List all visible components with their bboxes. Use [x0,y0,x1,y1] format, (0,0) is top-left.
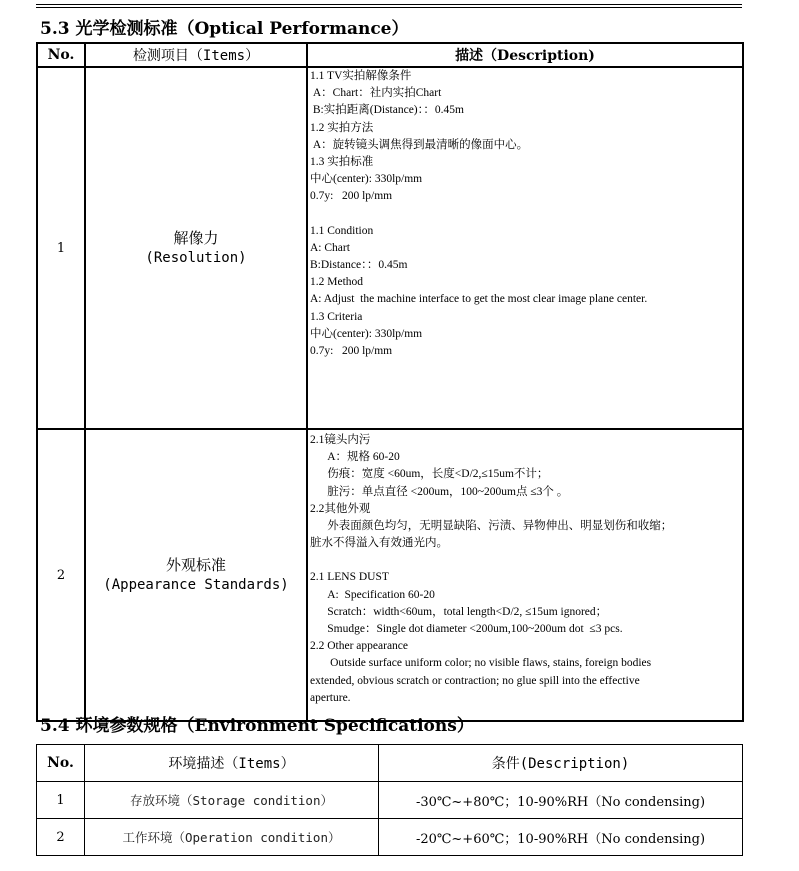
desc-line: Outside surface uniform color; no visible flaws, stains, foreign bodies [310,657,652,670]
section-title-environment: 5.4 环境参数规格（Environment Specifications） [40,716,474,736]
row-number: 1 [37,67,85,429]
table-row [37,819,743,856]
item-cell: 工作环境（Operation condition） [85,819,379,856]
section-title-optical: 5.3 光学检测标准（Optical Performance） [40,19,409,39]
environment-spec-table [36,744,743,856]
desc-line: 脏水不得溢入有效通光内。 [310,537,448,550]
item-name-en: (Appearance Standards) [103,577,289,593]
item-cell [85,429,307,721]
row-number: 2 [37,819,85,856]
header-description: 条件(Description) [379,745,743,782]
desc-line: Scratch：width<60um，total length<D/2, ≤15um ignored； [310,605,608,618]
header-items: 环境描述（Items） [85,745,379,782]
row-number: 1 [37,782,85,819]
description-cell [307,67,743,429]
desc-line [310,206,740,223]
table-row [37,782,743,819]
desc-line: B:Distance：：0.45m [310,259,408,272]
table-header-row [37,745,743,782]
table-header-row [37,43,743,67]
row-number: 2 [37,429,85,721]
desc-line: 2.2其他外观 [310,502,371,515]
table-row [37,67,743,429]
desc-line: extended, obvious scratch or contraction; no glue spill into the effective [310,674,640,687]
item-cell: 存放环境（Storage condition） [85,782,379,819]
desc-line: A: Chart [310,241,350,254]
desc-line: 2.2 Other appearance [310,640,409,653]
desc-line: A: Specification 60-20 [310,588,435,601]
desc-line: 脏污：单点直径 <200um，100~200um点 ≤3个 。 [310,485,569,498]
desc-line: A：Chart：社内实拍Chart [310,87,442,100]
header-no: No. [37,43,85,67]
desc-line: 伤痕：宽度 <60um，长度<D/2,≤15um不计； [310,468,549,481]
item-cell [85,67,307,429]
desc-line: 1.1 TV实拍解像条件 [310,70,412,82]
desc-line: 2.1镜头内污 [310,434,371,446]
desc-line: 0.7y: 200 lp/mm [310,345,393,358]
optical-performance-table [36,42,744,722]
desc-line [310,552,740,569]
top-rule [36,4,742,8]
desc-line: 1.2 Method [310,276,364,289]
table-row [37,429,743,721]
desc-line: 中心(center): 330lp/mm [310,173,423,186]
desc-line: A: Adjust the machine interface to get the most clear image plane center. [310,293,648,306]
desc-line: B:实拍距离(Distance)：：0.45m [310,104,464,117]
desc-line: Smudge：Single dot diameter <200um,100~200um dot ≤3 pcs. [310,623,623,636]
desc-line: A：规格 60-20 [310,451,400,464]
desc-line: 1.1 Condition [310,224,374,237]
header-no: No. [37,745,85,782]
desc-line: 1.3 Criteria [310,310,363,323]
desc-line: 外表面颜色均匀，无明显缺陷、污渍、异物伸出、明显划伤和收缩； [310,520,673,533]
item-name-en: (Resolution) [145,250,247,266]
desc-line: 1.3 实拍标准 [310,156,374,169]
desc-line: 2.1 LENS DUST [310,571,389,584]
item-name-zh: 解像力 [173,229,219,247]
desc-line: 0.7y: 200 lp/mm [310,190,393,203]
desc-line: 1.2 实拍方法 [310,121,374,134]
desc-line: A：旋转镜头调焦得到最清晰的像面中心。 [310,138,529,151]
header-description: 描述（Description) [307,43,743,67]
condition-cell: -30℃~+80℃；10-90%RH（No condensing) [379,782,743,819]
desc-line: aperture. [310,691,351,704]
condition-cell: -20℃~+60℃；10-90%RH（No condensing) [379,819,743,856]
description-cell [307,429,743,721]
item-name-zh: 外观标准 [165,556,226,574]
desc-line: 中心(center): 330lp/mm [310,327,423,340]
header-items: 检测项目（Items） [85,43,307,67]
